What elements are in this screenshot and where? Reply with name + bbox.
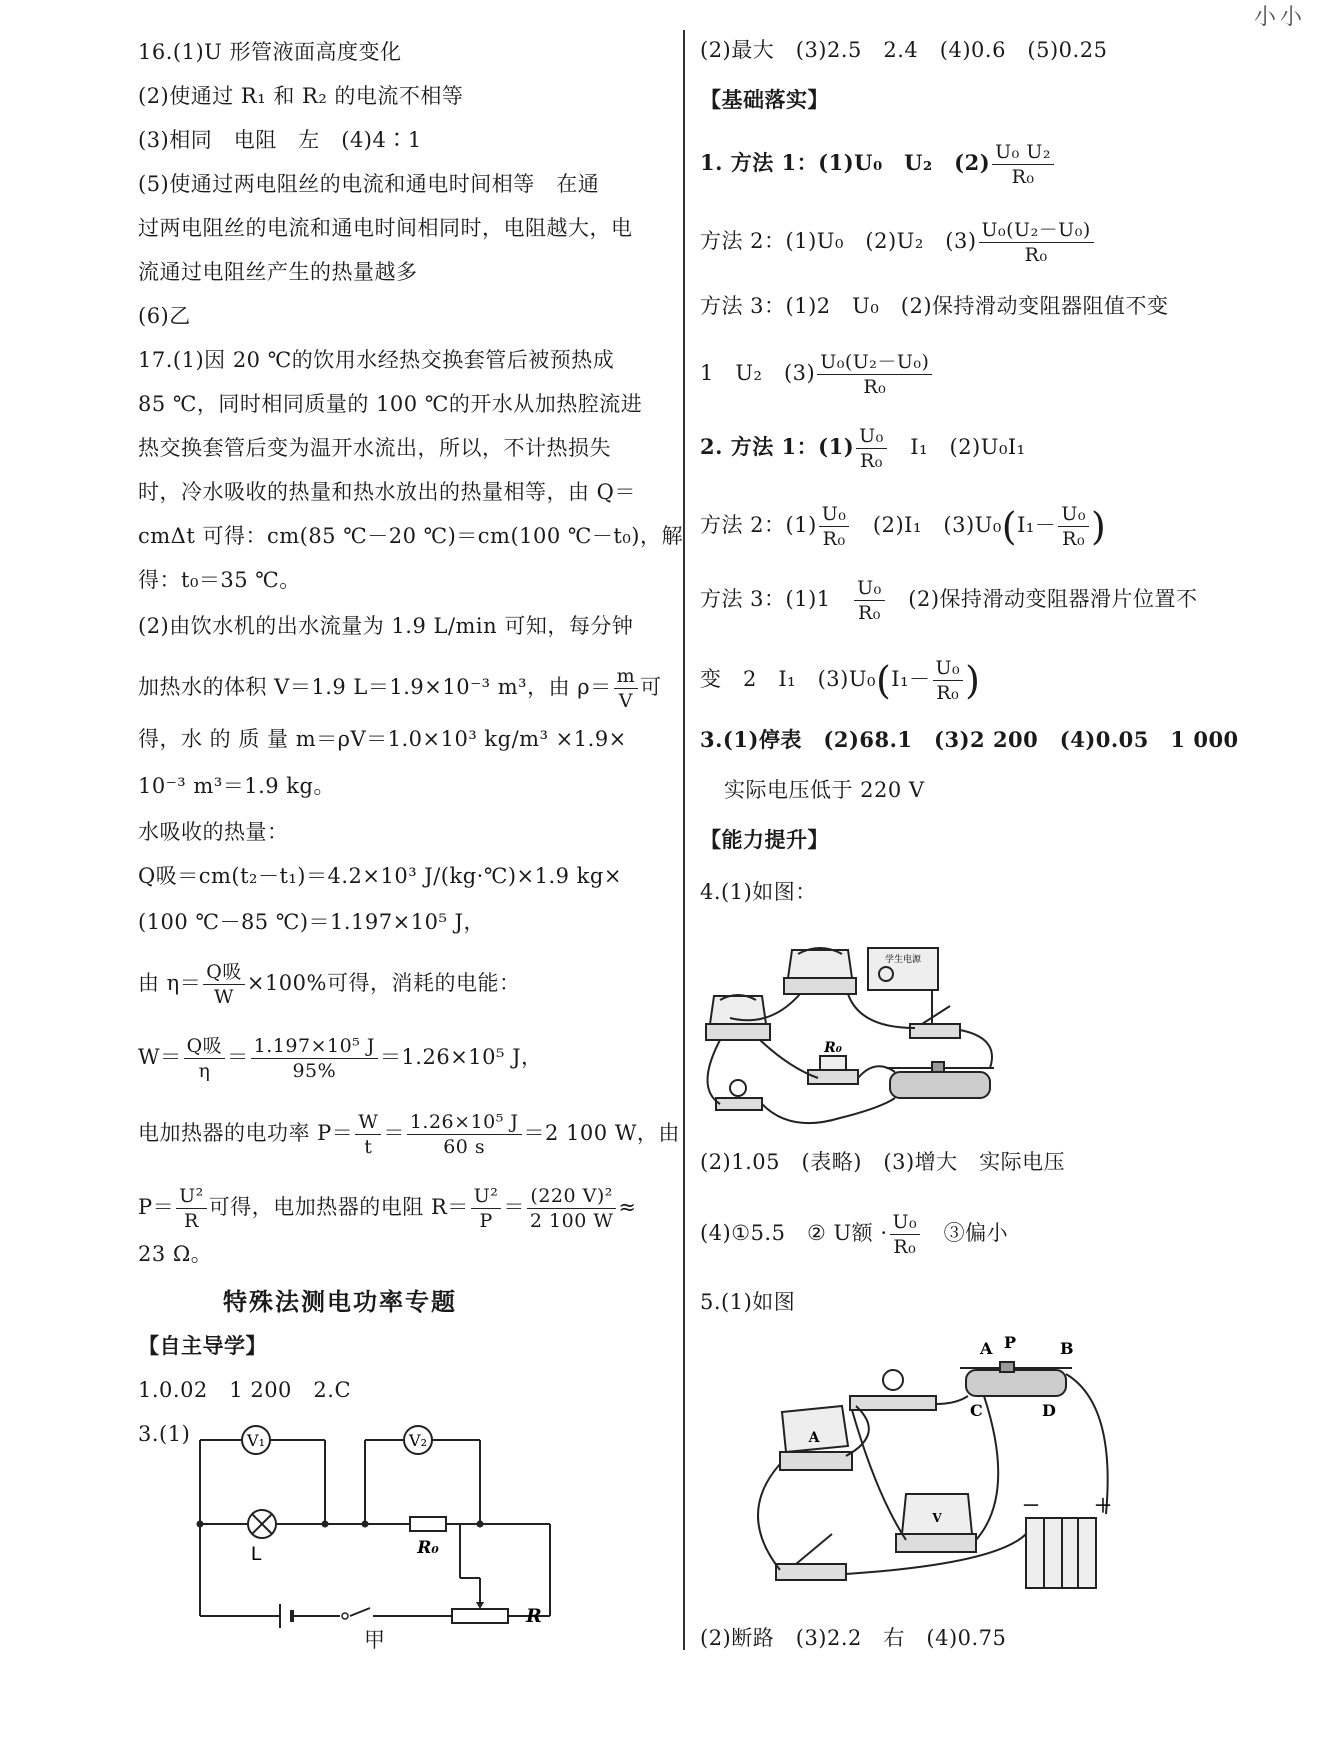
fraction — [992, 140, 1054, 189]
answer-16-1: 16.(1)U 形管液面高度变化 — [138, 40, 402, 64]
ammeter-label: A — [808, 1430, 820, 1446]
numerator: U₀ — [856, 424, 887, 449]
q5-answer-2-4: (2)断路 (3)2.2 右 (4)0.75 — [700, 1626, 1007, 1650]
paren: ( — [1001, 504, 1018, 549]
text: I₁－ — [1017, 513, 1057, 537]
fraction — [407, 1110, 522, 1159]
text: (2)I₁ (3)U₀ — [851, 513, 1002, 537]
text: 方法 3：(1)1 — [700, 587, 853, 611]
section-nengli-tisheng: 【能力提升】 — [700, 828, 829, 852]
rheostat-terminal-b: B — [1060, 1339, 1074, 1358]
answer-16-5-line3: 流通过电阻丝产生的热量越多 — [138, 260, 418, 284]
rheostat-terminal-a: A — [980, 1339, 993, 1358]
fraction — [854, 576, 885, 625]
denominator: 95% — [292, 1060, 337, 1082]
numerator: 1.26×10⁵ J — [407, 1110, 522, 1135]
text: ≈ — [618, 1195, 637, 1219]
answer-17-line2: 85 ℃，同时相同质量的 100 ℃的开水从加热腔流进 — [138, 392, 643, 416]
fraction — [819, 502, 850, 551]
numerator: U² — [471, 1184, 502, 1209]
denominator: R₀ — [859, 450, 883, 472]
rheostat-terminal-d: D — [1042, 1401, 1056, 1420]
text: ③偏小 — [922, 1221, 1009, 1245]
circuit-diagram-jia — [190, 1418, 570, 1650]
text: ＝ — [503, 1195, 525, 1219]
q4-answer-4 — [700, 1210, 1008, 1259]
answer-17-line5: cmΔt 可得：cm(85 ℃－20 ℃)＝cm(100 ℃－t₀)，解 — [138, 524, 683, 548]
fraction — [251, 1034, 378, 1083]
q1-method3-line2 — [700, 350, 934, 399]
section-jichu-luoshi: 【基础落实】 — [700, 88, 829, 112]
answer-3-label: 3.(1) — [138, 1422, 191, 1446]
denominator: R₀ — [858, 602, 881, 624]
paren: ( — [875, 658, 892, 703]
fraction — [933, 656, 964, 705]
fraction — [184, 1034, 226, 1083]
answer-1-2: 1.0.02 1 200 2.C — [138, 1378, 352, 1402]
paren: ) — [1090, 504, 1107, 549]
denominator: t — [364, 1136, 373, 1158]
q2-method2 — [700, 502, 1106, 551]
r0-label: R₀ — [417, 1538, 439, 1558]
text: 方法 2：(1)U₀ (2)U₂ (3) — [700, 229, 977, 253]
text: ×100%可得，消耗的电能： — [246, 971, 521, 995]
fraction — [817, 350, 932, 399]
fraction — [1058, 502, 1089, 551]
numerator: U₀ — [854, 576, 885, 601]
section-zizhu-daoxue: 【自主导学】 — [138, 1334, 267, 1358]
battery-minus: － — [1022, 1496, 1040, 1517]
q2-method3-line2 — [700, 656, 980, 705]
answer-17-line4: 时，冷水吸收的热量和热水放出的热量相等，由 Q＝ — [138, 480, 636, 504]
fraction — [890, 1210, 921, 1259]
power-formula-line — [138, 1110, 680, 1159]
text: (4)①5.5 ② U额 · — [700, 1221, 888, 1245]
lamp-label: L — [250, 1543, 262, 1565]
denominator: R₀ — [1024, 244, 1048, 266]
text: W＝ — [138, 1045, 182, 1069]
denominator: R₀ — [936, 682, 960, 704]
battery-plus: ＋ — [1094, 1496, 1112, 1517]
denominator: 2 100 W — [529, 1210, 614, 1232]
text: 电加热器的电功率 P＝ — [138, 1121, 354, 1145]
text: I₁ (2)U₀I₁ — [888, 435, 1026, 459]
voltmeter-label: V — [932, 1511, 942, 1525]
text: 1 U₂ (3) — [700, 361, 816, 385]
answer-17-2-line4: 10⁻³ m³＝1.9 kg。 — [138, 774, 335, 798]
circuit-photo-q5 — [756, 1334, 1176, 1610]
text: ＝1.26×10⁵ J， — [379, 1045, 543, 1069]
text: 可 — [640, 675, 662, 699]
text: 可得，电加热器的电阻 R＝ — [208, 1195, 469, 1219]
rheostat-slider-p: P — [1004, 1334, 1017, 1352]
numerator: U² — [176, 1184, 207, 1209]
text: 由 η＝ — [138, 971, 202, 995]
numerator: U₀(U₂－U₀) — [979, 218, 1094, 243]
q3-answer: 3.(1)停表 (2)68.1 (3)2 200 (4)0.05 1 000 — [700, 727, 1239, 752]
numerator: U₀ — [933, 656, 964, 681]
numerator: m — [614, 664, 639, 689]
circuit-photo-q4 — [700, 918, 1000, 1138]
numerator: U₀ U₂ — [992, 140, 1054, 165]
numerator: W — [355, 1110, 381, 1135]
voltmeter-v2-label: V₂ — [409, 1431, 427, 1450]
denominator: V — [618, 690, 633, 712]
answer-3-rest: (2)最大 (3)2.5 2.4 (4)0.6 (5)0.25 — [700, 38, 1108, 62]
power-supply-label: 学生电源 — [884, 955, 922, 965]
answer-16-5-line2: 过两电阻丝的电流和通电时间相同时，电阻越大，电 — [138, 216, 633, 240]
denominator: R — [184, 1210, 199, 1232]
answer-17-line3: 热交换套管后变为温开水流出，所以，不计热损失 — [138, 436, 611, 460]
fraction — [471, 1184, 502, 1233]
figure-caption-jia: 甲 — [364, 1628, 386, 1652]
rheostat-label: R — [526, 1605, 542, 1627]
answer-16-6: (6)乙 — [138, 304, 191, 328]
text: 加热水的体积 V＝1.9 L＝1.9×10⁻³ m³，由 ρ＝ — [138, 675, 612, 699]
fraction — [355, 1110, 381, 1159]
denominator: R₀ — [822, 528, 846, 550]
voltmeter-v1-label: V₁ — [247, 1431, 265, 1450]
fraction — [527, 1184, 616, 1233]
fraction — [979, 218, 1094, 267]
numerator: U₀ — [1058, 502, 1089, 527]
denominator: R₀ — [1011, 166, 1035, 188]
energy-formula-line — [138, 1034, 543, 1083]
text: ＝2 100 W，由 — [523, 1121, 680, 1145]
answer-16-3: (3)相同 电阻 左 (4)4∶1 — [138, 128, 422, 152]
text: (2)保持滑动变阻器滑片位置不 — [886, 587, 1198, 611]
q5-label: 5.(1)如图 — [700, 1290, 796, 1314]
answer-17-2-line7: (100 ℃－85 ℃)＝1.197×10⁵ J， — [138, 910, 485, 934]
answer-17-line1: 17.(1)因 20 ℃的饮用水经热交换套管后被预热成 — [138, 348, 615, 372]
text: 方法 2：(1) — [700, 513, 817, 537]
q4-answer-2-3: (2)1.05 (表略) (3)增大 实际电压 — [700, 1150, 1066, 1174]
denominator: P — [479, 1210, 493, 1232]
answer-17-2-line1: (2)由饮水机的出水流量为 1.9 L/min 可知，每分钟 — [138, 614, 634, 638]
efficiency-formula-line — [138, 960, 520, 1009]
fraction — [856, 424, 887, 473]
text: 2. 方法 1：(1) — [700, 434, 855, 459]
text: ＝ — [227, 1045, 249, 1069]
text: ＝ — [383, 1121, 405, 1145]
numerator: U₀ — [890, 1210, 921, 1235]
q3-answer-cont: 实际电压低于 220 V — [724, 778, 925, 802]
r0-label: R₀ — [824, 1040, 842, 1056]
text: I₁－ — [891, 667, 931, 691]
answer-17-2-line5: 水吸收的热量： — [138, 820, 289, 844]
answer-17-2-line2 — [138, 664, 662, 713]
denominator: η — [198, 1060, 211, 1082]
column-divider — [683, 30, 685, 1650]
q2-method3-line1 — [700, 576, 1198, 625]
numerator: (220 V)² — [527, 1184, 616, 1209]
q4-label: 4.(1)如图： — [700, 880, 817, 904]
answer-16-5-line1: (5)使通过两电阻丝的电流和通电时间相等 在通 — [138, 172, 600, 196]
rheostat-terminal-c: C — [970, 1401, 983, 1420]
q1-method1 — [700, 140, 1056, 189]
text: P＝ — [138, 1195, 175, 1219]
fraction — [614, 664, 639, 713]
section-heading: 特殊法测电功率专题 — [223, 1288, 457, 1316]
text: 1. 方法 1：(1)U₀ U₂ (2) — [700, 150, 991, 175]
denominator: R₀ — [1062, 528, 1086, 550]
answer-17-result: 23 Ω。 — [138, 1242, 213, 1266]
resistance-formula-line — [138, 1184, 637, 1233]
answer-17-2-line6: Q吸＝cm(t₂－t₁)＝4.2×10³ J/(kg·℃)×1.9 kg× — [138, 864, 622, 888]
numerator: 1.197×10⁵ J — [251, 1034, 378, 1059]
numerator: U₀(U₂－U₀) — [817, 350, 932, 375]
answer-16-2: (2)使通过 R₁ 和 R₂ 的电流不相等 — [138, 84, 464, 108]
paren: ) — [965, 658, 981, 703]
denominator: W — [214, 986, 235, 1008]
denominator: R₀ — [863, 376, 887, 398]
answer-17-2-line3: 得，水 的 质 量 m＝ρV＝1.0×10³ kg/m³ ×1.9× — [138, 727, 627, 751]
q2-method1 — [700, 424, 1026, 473]
numerator: U₀ — [819, 502, 850, 527]
fraction — [176, 1184, 207, 1233]
denominator: 60 s — [443, 1136, 486, 1158]
numerator: Q吸 — [184, 1034, 226, 1059]
corner-mark: 小小 — [1253, 5, 1306, 30]
q1-method2 — [700, 218, 1096, 267]
answer-17-line6: 得：t₀＝35 ℃。 — [138, 568, 301, 592]
text: 变 2 I₁ (3)U₀ — [700, 667, 876, 691]
q1-method3-line1: 方法 3：(1)2 U₀ (2)保持滑动变阻器阻值不变 — [700, 294, 1169, 318]
numerator: Q吸 — [203, 960, 245, 985]
denominator: R₀ — [893, 1236, 917, 1258]
fraction — [203, 960, 245, 1009]
